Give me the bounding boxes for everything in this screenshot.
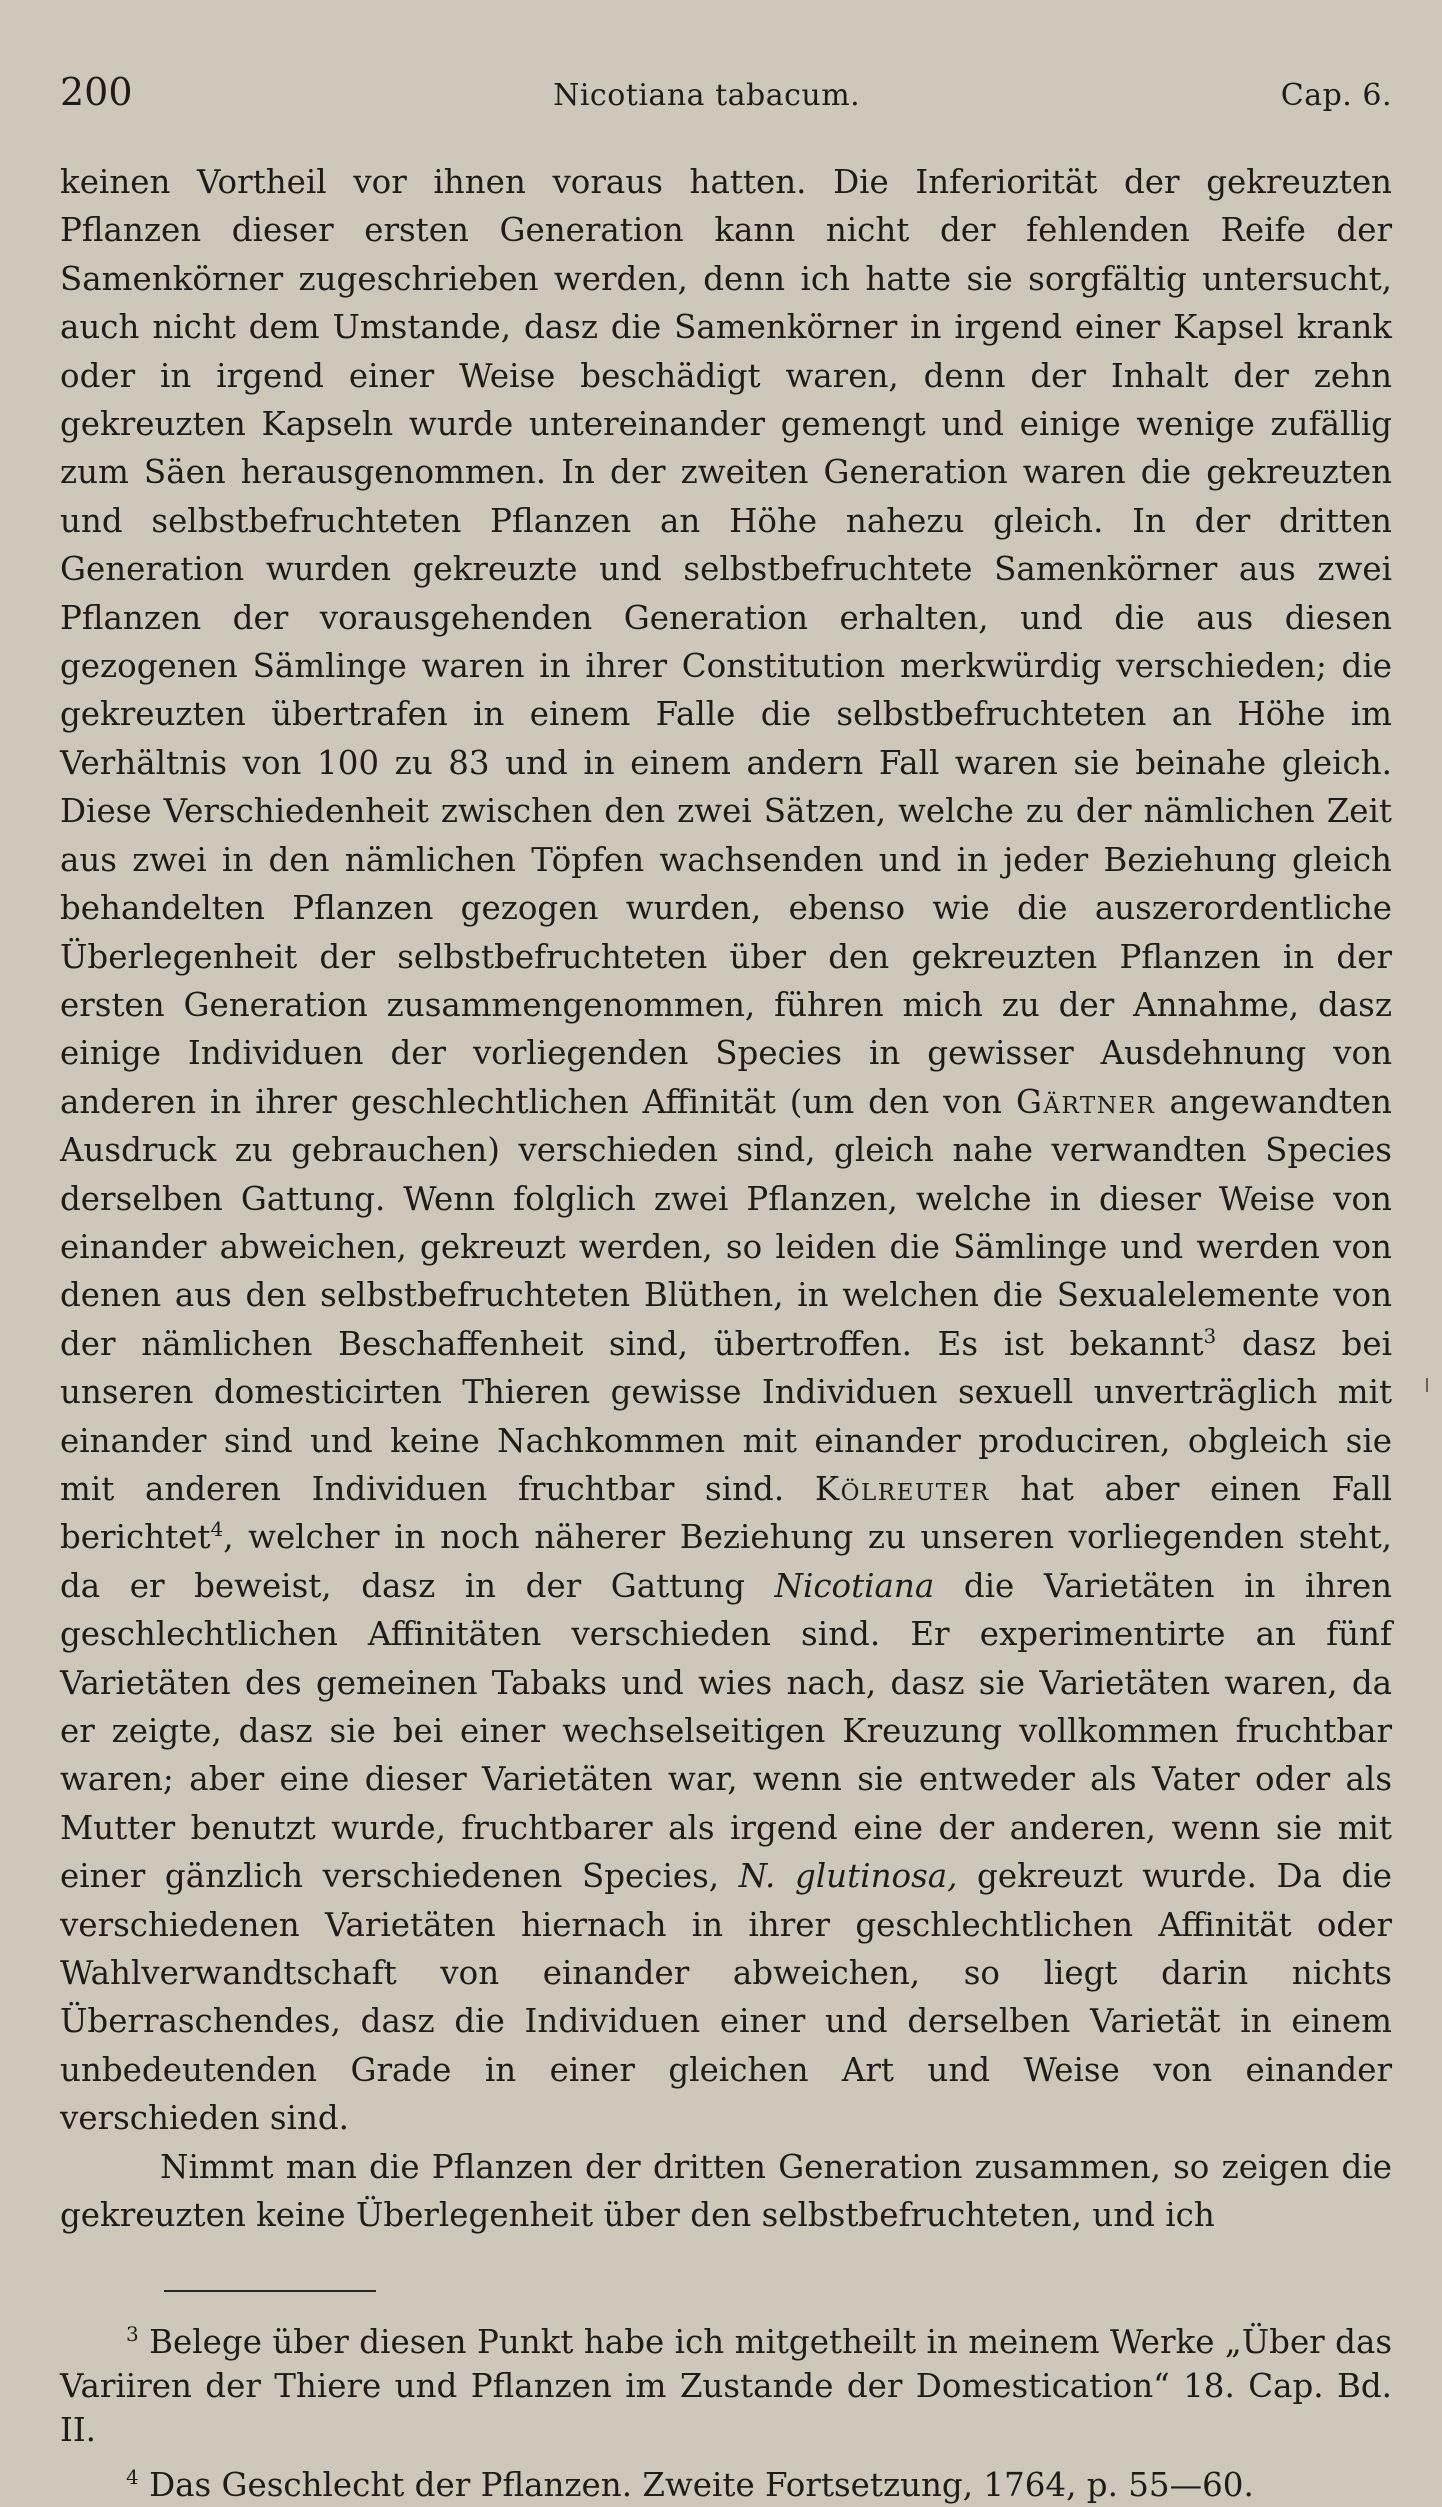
- paragraph-text: die Varietäten in ihren geschlechtlichen Affinitäten verschieden sind. Er experimentirte an fünf Varietäten des gemeinen Tabaks und wies nach, dasz sie Varietäten waren, da er zeigte, dasz sie bei einer wechselseitigen Kreuzung vollkommen fruchtbar waren; aber eine dieser Varietäten war, wenn sie entweder als Vater oder als Mutter benutzt wurde, fruchtbarer als irgend eine der anderen, wenn sie mit einer gänzlich verschiedenen Species,: [60, 1566, 1393, 1896]
- footnote-reference-3[interactable]: 3: [1203, 1323, 1217, 1348]
- footnote-text: Belege über diesen Punkt habe ich mitgetheilt in meinem Werke „Über das Variiren der Thiere und Pflanzen im Zustande der Domestication“ 18. Cap. Bd. II.: [60, 2323, 1392, 2450]
- footnote-divider: [164, 2290, 376, 2292]
- author-name-gaertner: Gärtner: [1015, 1082, 1156, 1121]
- footnotes: [60, 2320, 1392, 2507]
- running-header: [60, 70, 1392, 114]
- paragraph-text: dasz bei unseren domesticirten Thieren gewisse Individuen sexuell unverträglich mit einander sind und keine Nachkommen mit einander produciren, obgleich sie mit anderen Individuen fruchtbar sind.: [60, 1324, 1392, 1508]
- paragraph-text: , welcher in noch näherer Beziehung zu unseren vorliegenden steht, da er beweist, dasz in der Gattung: [60, 1518, 1392, 1605]
- footnote-3: [60, 2320, 1392, 2452]
- paragraph-text: angewandten Ausdruck zu gebrauchen) verschieden sind, gleich nahe verwandten Species derselben Gattung. Wenn folglich zwei Pflanzen, welche in dieser Weise von einander abweichen, gekreuzt werden, so leiden die Sämlinge und werden von denen aus den selbstbefruchteten Blüthen, in welchen die Sexualelemente von der nämlichen Beschaffenheit sind, übertroffen. Es ist bekannt: [60, 1082, 1392, 1363]
- paragraph-2: [60, 2143, 1392, 2240]
- paragraph-text: Nimmt man die Pflanzen der dritten Generation zusammen, so zeigen die gekreuzten keine Überlegenheit über den selbstbefruchteten, und ich: [60, 2147, 1392, 2235]
- paragraph-text: gekreuzt wurde. Da die verschiedenen Varietäten hiernach in ihrer geschlechtlichen Affinität oder Wahlverwandtschaft von einander abweichen, so liegt darin nichts Überraschendes, dasz die Individuen einer und derselben Varietät in einem unbedeutenden Grade in einer gleichen Art und Weise von einander verschieden sind.: [60, 1857, 1392, 2138]
- chapter-label: Cap. 6.: [1280, 78, 1392, 113]
- footnote-mark: 4: [126, 2465, 139, 2490]
- paragraph-text: keinen Vortheil vor ihnen voraus hatten. Die Inferiorität der gekreuzten Pflanzen dieser ersten Generation kann nicht der fehlenden Reife der Samenkörner zugeschrieben werden, denn ich hatte sie sorgfältig untersucht, auch nicht dem Umstande, dasz die Samenkörner in irgend einer Kapsel krank oder in irgend einer Weise beschädigt waren, denn der Inhalt der zehn gekreuzten Kapseln wurde untereinander gemengt und einige wenige zufällig zum Säen herausgenommen. In der zweiten Generation waren die gekreuzten und selbstbefruchteten Pflanzen an Höhe nahezu gleich. In der dritten Generation wurden gekreuzte und selbstbefruchtete Samenkörner aus zwei Pflanzen der vorausgehenden Generation erhalten, und die aus diesen gezogenen Sämlinge waren in ihrer Constitution merkwürdig verschieden; die gekreuzten übertrafen in einem Falle die selbstbefruchteten an Höhe im Verhältnis von 100 zu 83 und in einem andern Fall waren sie beinahe gleich. Diese Verschiedenheit zwischen den zwei Sätzen, welche zu der nämlichen Zeit aus zwei in den nämlichen Töpfen wachsenden und in jeder Beziehung gleich behandelten Pflanzen gezogen wurden, ebenso wie die auszerordentliche Überlegenheit der selbstbefruchteten über den gekreuzten Pflanzen in der ersten Generation zusammengenommen, führen mich zu der Annahme, dasz einige Individuen der vorliegenden Species in gewisser Ausdehnung von anderen in ihrer geschlechtlichen Affinität (um den von: [60, 163, 1392, 1121]
- genus-name: Nicotiana: [774, 1566, 935, 1605]
- paragraph-text: hat aber einen Fall berichtet: [60, 1469, 1392, 1557]
- running-title: Nicotiana tabacum.: [553, 78, 861, 113]
- footnote-text: Das Geschlecht der Pflanzen. Zweite Fortsetzung, 1764, p. 55—60.: [149, 2466, 1254, 2505]
- margin-mark: [1426, 1378, 1428, 1392]
- footnote-mark: 3: [126, 2322, 139, 2347]
- author-name-koelreuter: Kölreuter: [814, 1469, 990, 1508]
- species-name: N. glutinosa,: [738, 1857, 958, 1896]
- page-number: 200: [60, 70, 133, 114]
- body-text: [60, 158, 1392, 2239]
- footnote-4: [60, 2463, 1392, 2507]
- paragraph-1: [60, 158, 1392, 2143]
- footnote-reference-4[interactable]: 4: [210, 1517, 224, 1542]
